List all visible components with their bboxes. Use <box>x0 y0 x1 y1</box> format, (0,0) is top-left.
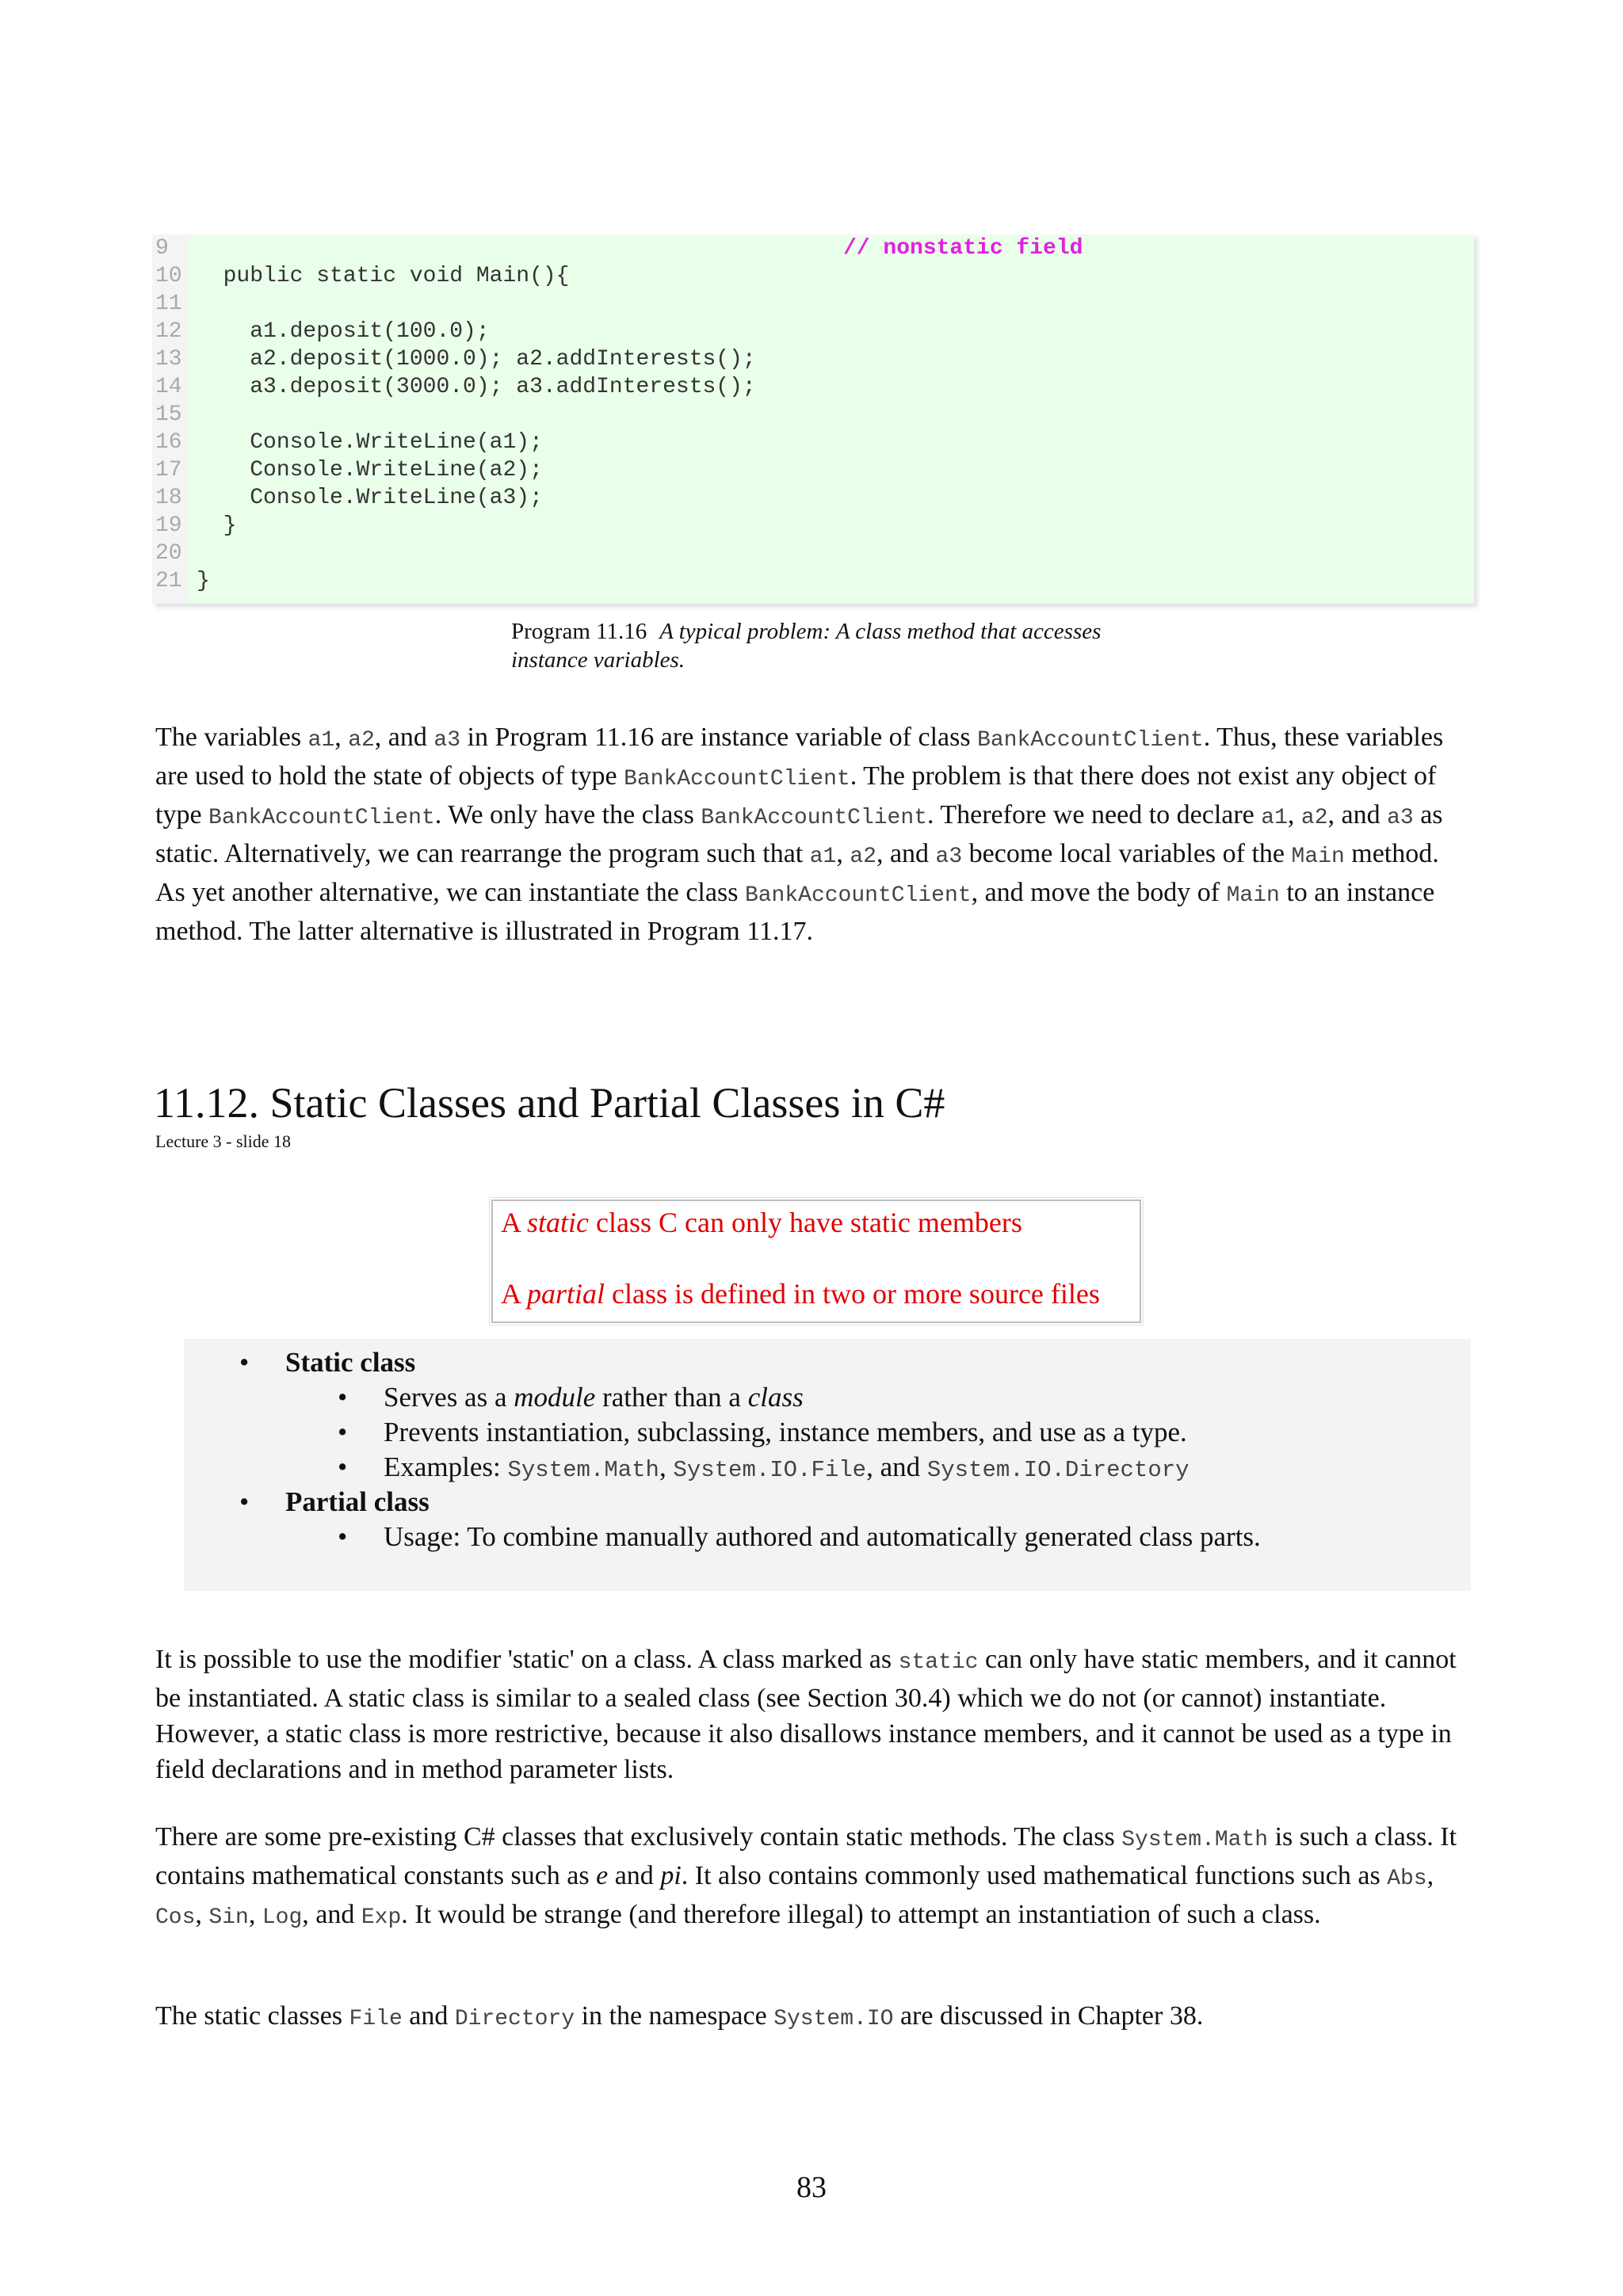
code-line <box>152 512 236 540</box>
line-number: 21 <box>152 567 189 595</box>
bullet-prevents: • Prevents instantiation, subclassing, instance members, and use as a type. <box>338 1417 1187 1447</box>
code-line <box>152 345 756 373</box>
section-title: 11.12. Static Classes and Partial Classes in C# <box>154 1079 945 1127</box>
code-listing <box>152 235 1474 604</box>
code-text: Console.WriteLine(a2); <box>197 458 543 482</box>
code-text: } <box>197 569 210 593</box>
code-text: a2.deposit(1000.0); a2.addInterests(); <box>197 347 756 372</box>
program-caption <box>511 617 1113 674</box>
summary-line-partial: A partial class is defined in two or more source files <box>501 1278 1100 1310</box>
caption-label: Program 11.16 <box>511 619 647 644</box>
line-number: 15 <box>152 401 189 429</box>
code-line <box>152 373 756 401</box>
code-line <box>152 235 1083 262</box>
line-number: 10 <box>152 262 189 290</box>
code-text: a3.deposit(3000.0); a3.addInterests(); <box>197 375 756 399</box>
bullet-panel <box>184 1339 1471 1591</box>
line-number: 18 <box>152 484 189 512</box>
code-line <box>152 401 197 429</box>
summary-box <box>491 1199 1141 1323</box>
line-number: 17 <box>152 456 189 484</box>
slide-reference: Lecture 3 - slide 18 <box>155 1131 292 1151</box>
code-line <box>152 262 569 290</box>
bullet-module: • Serves as a module rather than a class <box>338 1382 804 1413</box>
summary-line-static: A static class C can only have static members <box>501 1207 1022 1238</box>
code-line <box>152 484 543 512</box>
code-comment: // nonstatic field <box>843 236 1083 261</box>
code-line <box>152 540 197 567</box>
page-number: 83 <box>796 2171 827 2204</box>
paragraph-instance-variables: The variables a1, a2, and a3 in Program 11.16 are instance variable of class BankAccountClient. Thus, these variables are used to hold the state of objects of type BankAccountClient. The problem is that there does not exist any object of type BankAccountClient. We only have the class BankAccountClient. Therefore we need to declare a1, a2, and a3 as static. Alternatively, we can rearrange the program such that a1, a2, and a3 become local variables of the Main method. As yet another alternative, we can instantiate the class BankAccountClient, and move the body of Main to an instance method. The latter alternative is illustrated in Program 11.17. <box>155 723 1444 946</box>
code-text: a1.deposit(100.0); <box>197 319 490 344</box>
code-line <box>152 429 543 456</box>
paragraph-system-math: There are some pre-existing C# classes that exclusively contain static methods. The class System.Math is such a class. It contains mathematical constants such as e and pi. It also contains commonly used mathematical functions such as Abs, Cos, Sin, Log, and Exp. It would be strange (and therefore illegal) to attempt an instantiation of such a class. <box>155 1822 1457 1930</box>
paragraph-static-modifier: It is possible to use the modifier 'static' on a class. A class marked as static can only have static members, and it cannot be instantiated. A static class is similar to a sealed class (see Section 30.4) which we do not (or cannot) instantiate. However, a static class is more restrictive, because it also disallows instance members, and it cannot be used as a type in field declarations and in method parameter lists. <box>155 1645 1457 1784</box>
code-line <box>152 567 210 595</box>
caption-text: A typical problem: A class method that accesses instance variables. <box>511 619 1102 673</box>
line-number: 13 <box>152 345 189 373</box>
code-text: Console.WriteLine(a3); <box>197 486 543 510</box>
paragraph-file-directory: The static classes File and Directory in the namespace System.IO are discussed in Chapter 38. <box>155 2001 1204 2031</box>
line-number: 14 <box>152 373 189 401</box>
code-line <box>152 290 197 318</box>
code-text: } <box>197 513 237 538</box>
bullet-examples: • Examples: System.Math, System.IO.File, and System.IO.Directory <box>338 1451 1190 1483</box>
code-text: Console.WriteLine(a1); <box>197 430 543 455</box>
line-number: 12 <box>152 318 189 345</box>
line-number: 16 <box>152 429 189 456</box>
code-line <box>152 456 543 484</box>
line-number: 19 <box>152 512 189 540</box>
line-number: 9 <box>152 235 189 262</box>
line-number: 11 <box>152 290 189 318</box>
bullet-partial-class: • Partial class <box>239 1486 430 1517</box>
bullet-usage: • Usage: To combine manually authored and automatically generated class parts. <box>338 1521 1261 1552</box>
bullet-static-class: • Static class <box>239 1347 416 1378</box>
line-number: 20 <box>152 540 189 567</box>
code-line <box>152 318 490 345</box>
code-text: public static void Main(){ <box>197 264 570 288</box>
